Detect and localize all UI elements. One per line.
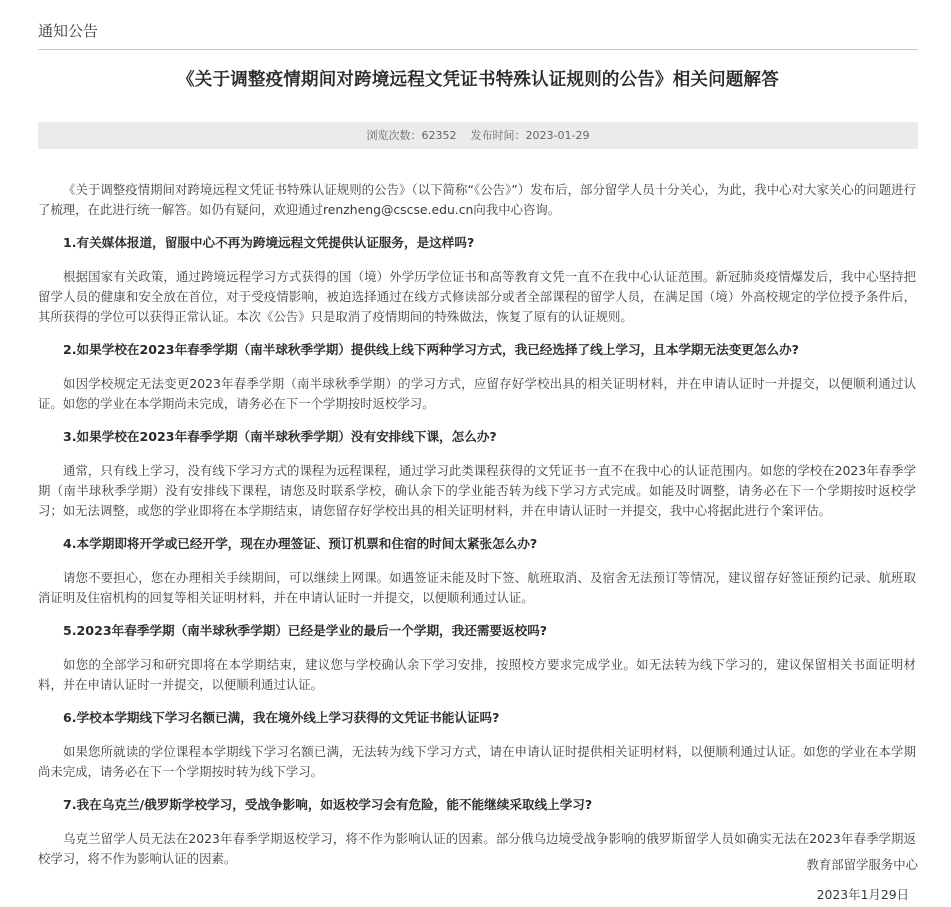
question-3: 3.如果学校在2023年春季学期（南半球秋季学期）没有安排线下课，怎么办?	[63, 429, 497, 444]
publish-date: 发布时间：2023-01-29	[470, 129, 590, 142]
intro-paragraph: 《关于调整疫情期间对跨境远程文凭证书特殊认证规则的公告》（以下简称“《公告》”）发布后，部分留学人员十分关心，为此，我中心对大家关心的问题进行了梳理，在此进行统一解答。如仍有疑问，欢迎通过renzheng@cscse.edu.cn向我中心咨询。	[38, 182, 916, 217]
answer-4: 请您不要担心，您在办理相关手续期间，可以继续上网课。如遇签证未能及时下签、航班取消、及宿舍无法预订等情况，建议留存好签证预约记录、航班取消证明及住宿机构的回复等相关证明材料，并在申请认证时一并提交，以便顺利通过认证。	[38, 570, 916, 605]
question-4: 4.本学期即将开学或已经开学，现在办理签证、预订机票和住宿的时间太紧张怎么办?	[63, 536, 538, 551]
section-title: 通知公告	[38, 22, 99, 40]
answer-6: 如果您所就读的学位课程本学期线下学习名额已满，无法转为线下学习方式，请在申请认证时提供相关证明材料，以便顺利通过认证。如您的学业在本学期尚未完成，请务必在下一个学期按时转为线下学习。	[38, 744, 916, 779]
article-meta	[38, 122, 918, 149]
view-count: 浏览次数：62352	[366, 129, 457, 142]
question-7: 7.我在乌克兰/俄罗斯学校学习，受战争影响，如返校学习会有危险，能不能继续采取线上学习?	[63, 797, 593, 812]
answer-3: 通常，只有线上学习，没有线下学习方式的课程为远程课程，通过学习此类课程获得的文凭证书一直不在我中心的认证范围内。如您的学校在2023年春季学期（南半球秋季学期）没有安排线下课程，请您及时联系学校，确认余下的学业能否转为线下学习方式完成。如能及时调整，请务必在下一个学期按时返校学习；如无法调整，或您的学业即将在本学期结束，请您留存好学校出具的相关证明材料，并在申请认证时一并提交，我中心将据此进行个案评估。	[38, 463, 916, 518]
answer-5: 如您的全部学习和研究即将在本学期结束，建议您与学校确认余下学习安排，按照校方要求完成学业。如无法转为线下学习的，建议保留相关书面证明材料，并在申请认证时一并提交，以便顺利通过认证。	[38, 657, 916, 692]
answer-1: 根据国家有关政策，通过跨境远程学习方式获得的国（境）外学历学位证书和高等教育文凭一直不在我中心认证范围。新冠肺炎疫情爆发后，我中心坚持把留学人员的健康和安全放在首位，对于受疫情影响，被迫选择通过在线方式修读部分或者全部课程的留学人员，在满足国（境）外高校规定的学位授予条件后，其所获得的学位可以获得正常认证。本次《公告》只是取消了疫情期间的特殊做法，恢复了原有的认证规则。	[38, 269, 916, 324]
question-5: 5.2023年春季学期（南半球秋季学期）已经是学业的最后一个学期，我还需要返校吗?	[63, 623, 548, 638]
article-body	[38, 180, 916, 882]
answer-2: 如因学校规定无法变更2023年春季学期（南半球秋季学期）的学习方式，应留存好学校出具的相关证明材料，并在申请认证时一并提交，以便顺利通过认证。如您的学业在本学期尚未完成，请务必在下一个学期按时返校学习。	[38, 376, 916, 411]
signature: 教育部留学服务中心	[806, 857, 918, 872]
section-header	[38, 19, 918, 50]
signature-date: 2023年1月29日	[816, 887, 909, 902]
article-title: 《关于调整疫情期间对跨境远程文凭证书特殊认证规则的公告》相关问题解答	[177, 70, 779, 90]
answer-7: 乌克兰留学人员无法在2023年春季学期返校学习，将不作为影响认证的因素。部分俄乌边境受战争影响的俄罗斯留学人员如确实无法在2023年春季学期返校学习，将不作为影响认证的因素。	[38, 831, 916, 866]
question-2: 2.如果学校在2023年春季学期（南半球秋季学期）提供线上线下两种学习方式，我已经选择了线上学习，且本学期无法变更怎么办?	[63, 342, 799, 357]
question-1: 1.有关媒体报道，留服中心不再为跨境远程文凭提供认证服务，是这样吗?	[63, 235, 475, 250]
question-6: 6.学校本学期线下学习名额已满，我在境外线上学习获得的文凭证书能认证吗?	[63, 710, 500, 725]
